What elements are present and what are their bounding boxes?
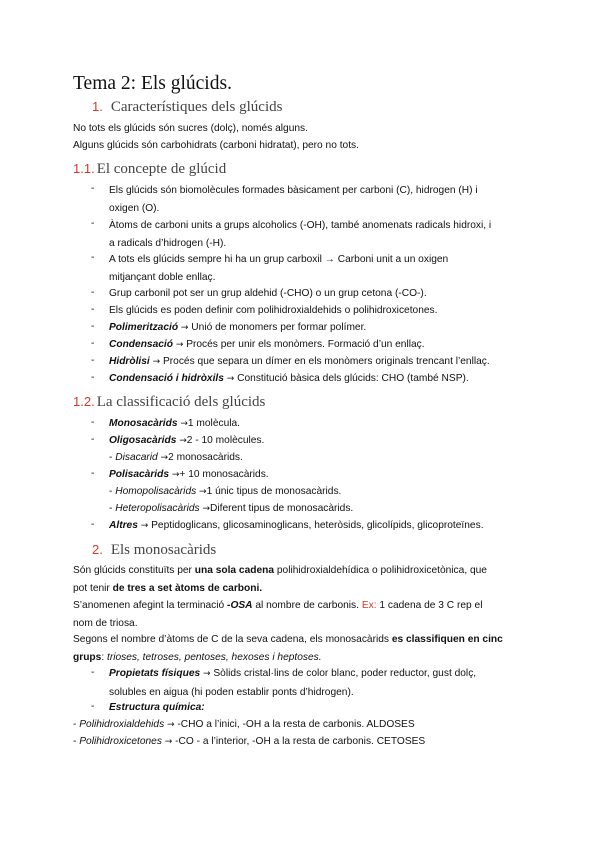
term: Disacarid — [115, 452, 158, 463]
page-title: Tema 2: Els glúcids. — [73, 73, 232, 94]
text-run: S’anomenen afegint la terminació — [73, 600, 228, 611]
bold-text: grups — [73, 651, 102, 663]
section-number: 1. — [92, 99, 103, 114]
sub-classification-item — [109, 483, 527, 502]
section-1-2-heading — [73, 394, 265, 411]
definition-text: Sòlids cristal·lins de color blanc, poder reductor, gust dolç, — [210, 668, 477, 679]
bullet-dash: - — [91, 434, 95, 445]
sub-dash: - — [73, 736, 80, 747]
term: Polisacàrids — [109, 469, 170, 480]
list-item-text: A tots els glúcids sempre hi ha un grup carboxil → Carboni unit a un oxigen — [109, 254, 449, 265]
arrow-icon: → — [179, 436, 187, 446]
bold-text: de tres a set àtoms de carboni. — [112, 582, 263, 594]
definition-text: Unió de monomers per formar polímer. — [188, 322, 367, 333]
term: Homopolisacàrids — [115, 486, 197, 497]
definition-text: 1 molècula. — [187, 418, 241, 429]
classification-item — [109, 415, 527, 434]
list-item-text: Els glúcids són biomolècules formades bàsicament per carboni (C), hidrogen (H) i — [109, 185, 478, 196]
definition-text: -CHO a l’inici, -OH a la resta de carbonis. ALDOSES — [174, 719, 415, 730]
definition-text: Diferent tipus de monosacàrids. — [210, 503, 354, 514]
term: Polihidroxialdehids — [79, 719, 165, 730]
definition-text: 2 - 10 molècules. — [186, 435, 265, 446]
list-item: Els glúcids es poden definir com polihidroxialdehids o polihidroxicetones. — [109, 305, 438, 316]
section-heading-text: El concepte de glúcid — [96, 161, 227, 177]
classification-item — [109, 517, 539, 536]
list-item-text: Àtoms de carboni units a grups alcoholics (-OH), també anomenats radicals hidroxi, i — [109, 220, 492, 231]
classification-item — [109, 466, 527, 485]
structure-item — [73, 733, 543, 752]
definition-item — [109, 353, 527, 372]
bullet-dash: - — [91, 355, 95, 366]
term: Monosacàrids — [109, 418, 178, 429]
text-run: 1 cadena de 3 C rep el — [376, 600, 483, 611]
text-run: al nombre de carbonis. — [252, 600, 362, 611]
list-item — [109, 217, 527, 252]
definition-item — [109, 336, 527, 355]
paragraph: No tots els glúcids són sucres (dolç), només alguns. — [73, 123, 308, 134]
arrow-icon: → — [160, 453, 169, 463]
bold-text: una sola cadena — [194, 565, 275, 576]
list-item: Grup carbonil pot ser un grup aldehid (-CHO) o un grup cetona (-CO-). — [109, 288, 427, 299]
section-number: 1.1. — [73, 161, 95, 176]
list-item-text: oxigen (O). — [109, 202, 160, 214]
term: Estructura química: — [109, 702, 205, 713]
arrow-icon: → — [202, 504, 210, 514]
structure-heading — [109, 699, 527, 717]
paragraph — [73, 562, 528, 597]
properties-item — [109, 665, 527, 701]
section-heading-text: La classificació dels glúcids — [96, 394, 266, 410]
arrow-icon: → — [180, 323, 189, 333]
italic-text: trioses, tetroses, pentoses, hexoses i heptoses. — [106, 651, 322, 663]
text-run: Segons el nombre d’àtoms de C de la seva cadena, els monosacàrids — [73, 634, 392, 645]
bullet-dash: - — [91, 252, 95, 263]
bullet-dash: - — [91, 667, 95, 678]
list-item-text: a radicals d’hidrogen (-H). — [109, 237, 227, 249]
arrow-icon: → — [226, 374, 235, 384]
definition-item — [109, 319, 527, 338]
list-item-text: mitjançant doble enllaç. — [109, 271, 216, 283]
arrow-icon: → — [164, 737, 173, 747]
section-heading-text: Els monosacàrids — [110, 542, 217, 558]
list-item — [109, 182, 527, 217]
bullet-dash: - — [91, 701, 95, 712]
text-run: polihidroxialdehídica o polihidroxicetònica, que — [274, 565, 487, 576]
text-run: nom de triosa. — [73, 617, 138, 629]
term: Polihidroxicetones — [79, 736, 162, 747]
bullet-dash: - — [91, 218, 95, 229]
term: Hidròlisi — [109, 356, 150, 367]
definition-text: 1 únic tipus de monosacàrids. — [206, 486, 342, 497]
bullet-dash: - — [91, 321, 95, 332]
term: Condensació i hidròxils — [109, 373, 224, 384]
bold-italic-text: -OSA — [227, 600, 253, 611]
arrow-icon: → — [203, 669, 211, 679]
section-number: 1.2. — [73, 394, 95, 409]
bullet-dash: - — [91, 417, 95, 428]
list-item — [109, 251, 527, 286]
sub-classification-item — [109, 500, 527, 519]
bullet-dash: - — [91, 287, 95, 298]
term: Oligosacàrids — [109, 435, 177, 446]
definition-text: solubles en aigua (hi poden establir ponts d’hidrogen). — [109, 686, 354, 698]
text-run: : — [101, 651, 107, 663]
bold-text: es classifiquen en cinc — [391, 634, 503, 645]
definition-text: Procés per unir els monòmers. Formació d’un enllaç. — [183, 339, 425, 350]
definition-item — [109, 370, 527, 389]
structure-item — [73, 716, 543, 735]
section-heading-text: Característiques dels glúcids — [110, 99, 283, 115]
arrow-icon: → — [152, 357, 161, 367]
sub-dash: - — [73, 719, 80, 730]
arrow-icon: → — [171, 470, 180, 480]
paragraph — [73, 597, 528, 632]
arrow-icon: → — [175, 340, 184, 350]
section-1-heading — [92, 99, 282, 116]
section-number: 2. — [92, 542, 103, 557]
sub-dash: - — [109, 452, 116, 463]
term: Altres — [109, 520, 138, 531]
paragraph: Alguns glúcids són carbohidrats (carboni hidratat), pero no tots. — [73, 140, 359, 151]
text-run: pot tenir — [73, 582, 113, 594]
sub-dash: - — [109, 486, 116, 497]
sub-classification-item — [109, 449, 527, 468]
bullet-dash: - — [91, 304, 95, 315]
bullet-dash: - — [91, 519, 95, 530]
bullet-dash: - — [91, 338, 95, 349]
classification-item — [109, 432, 527, 451]
arrow-icon: → — [180, 419, 188, 429]
arrow-icon: → — [140, 521, 149, 531]
definition-text: 2 monosacàrids. — [168, 452, 243, 463]
term: Propietats físiques — [109, 668, 201, 679]
section-1-1-heading — [73, 161, 226, 178]
bullet-dash: - — [91, 468, 95, 479]
arrow-icon: → — [199, 487, 207, 497]
definition-text: Procés que separa un dímer en els monòmers originals trencant l’enllaç. — [160, 356, 490, 367]
text-run: Són glúcids constituïts per — [73, 565, 195, 576]
definition-text: Peptidoglicans, glicosaminoglicans, heteròsids, glicolípids, glicoproteïnes. — [148, 520, 484, 531]
bullet-dash: - — [91, 183, 95, 194]
definition-text: -CO - a l’interior, -OH a la resta de carbonis. CETOSES — [172, 736, 426, 747]
definition-text: + 10 monosacàrids. — [179, 469, 269, 480]
term: Polimerització — [109, 322, 179, 333]
arrow-icon: → — [167, 720, 175, 730]
term: Heteropolisacàrids — [115, 503, 200, 514]
example-label: Ex: — [361, 600, 377, 611]
bullet-dash: - — [91, 372, 95, 383]
term: Condensació — [109, 339, 173, 350]
paragraph — [73, 631, 528, 666]
sub-dash: - — [109, 503, 116, 514]
definition-text: Constitució bàsica dels glúcids: CHO (també NSP). — [234, 373, 469, 384]
section-2-heading — [92, 542, 216, 559]
